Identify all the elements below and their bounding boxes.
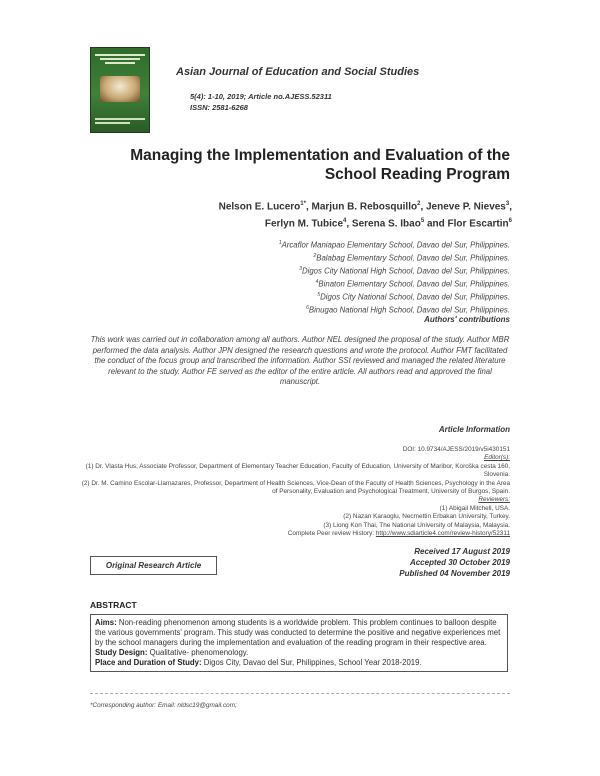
author-name: Ferlyn M. Tubice	[264, 218, 344, 230]
reviewer-item: (2) Nazan Karaoglu, Necmettin Erbakan University, Turkey.	[343, 513, 510, 521]
contributions-heading: Authors' contributions	[424, 315, 510, 324]
author-name: and Flor Escartin	[424, 218, 509, 230]
affiliation-item: $^6$Binugao National High School, Davao del Sur, Philippines.	[306, 305, 510, 316]
issue-line: 5(4): 1-10, 2019; Article no.AJESS.52311	[190, 92, 332, 101]
abstract-box	[90, 614, 508, 672]
editor-item: (1) Dr. Vlasta Hus, Associate Professor, Department of Elementary Teacher Education, Faculty of Education, University of Maribor, Koroška cesta 160, Slovenia.	[85, 462, 510, 479]
journal-cover-image	[90, 47, 150, 133]
author-name: , Marjun B. Rebosquillo	[305, 201, 418, 213]
published-date: Published 04 November 2019	[399, 569, 510, 578]
title-line-1: Managing the Implementation and Evaluation of the	[130, 147, 510, 164]
author-sup: 3	[505, 201, 510, 207]
editors-label: Editor(s):	[484, 454, 510, 462]
issn-line: ISSN: 2581-6268	[190, 103, 248, 112]
received-date: Received 17 August 2019	[414, 547, 510, 556]
peer-review-label: Complete Peer review History:	[287, 530, 376, 538]
author-name: , Serena S. Ibao	[346, 218, 421, 230]
affiliation-item: $^2$Balabag Elementary School, Davao del Sur, Philippines.	[313, 253, 510, 263]
author-name: , Jeneve P. Nieves	[420, 201, 506, 213]
abstract-place: Place and Duration of Study: Digos City, Davao del Sur, Philippines, School Year 2018-2019.	[95, 658, 422, 667]
doi: DOI: 10.9734/AJESS/2019/v5i430151	[402, 446, 510, 453]
author-sup: 4	[343, 218, 347, 225]
publication-dates	[300, 546, 510, 579]
contributions-text: This work was carried out in collaboration among all authors. Author NEL designed the proposal of the study. Author MBR performed the data analysis. Author JPN designed the research questions and wrote the protocol. Author FMT facilitated the conduct of the focus group and transcribed the information. Author SSI reviewed and managed the related literature relevant to the study. Author FE served as the editor of the entire article. All authors read and approved the final manuscript.	[90, 335, 510, 386]
cover-title-lines	[95, 54, 145, 68]
authors-line-2	[60, 214, 512, 231]
corresponding-author-footnote: *Corresponding author: Email: nldsc19@gmail.com;	[90, 702, 237, 709]
affiliation-item: $^1$Arcaflor Maniapao Elementary School, Davao del Sur, Philippines.	[278, 240, 510, 250]
author-sup: 6	[508, 218, 512, 225]
cover-book-illustration	[100, 76, 140, 102]
author-sup: 2	[417, 201, 421, 207]
peer-review-history	[80, 530, 510, 538]
article-info	[80, 446, 510, 538]
authors-line-1	[60, 197, 512, 214]
cover-footer-lines	[95, 118, 145, 126]
abstract-design: Study Design: Qualitative- phenomenology.	[95, 648, 249, 657]
peer-review-link[interactable]: http://www.sdiarticle4.com/review-history/52311	[375, 530, 510, 538]
affiliations	[200, 238, 510, 317]
affiliation-item: $^4$Binaton Elementary School, Davao del Sur, Philippines.	[315, 279, 510, 289]
affiliation-item: $^5$Digos City National School, Davao del Sur, Philippines.	[317, 292, 510, 302]
accepted-date: Accepted 30 October 2019	[409, 558, 510, 567]
reviewer-item: (1) Abigail Mitchell, USA.	[439, 504, 510, 512]
article-info-heading: Article Information	[438, 425, 510, 434]
article-type-box: Original Research Article	[90, 556, 217, 575]
reviewers-label: Reviewers:	[478, 496, 510, 504]
author-sup: 1*	[300, 201, 306, 207]
author-name: Nelson E. Lucero	[218, 201, 301, 213]
reviewer-item: (3) Liong Kon Thai, The National University of Malaysia, Malaysia.	[323, 521, 510, 529]
author-list	[60, 197, 512, 232]
author-separator: ,	[509, 201, 512, 213]
author-sup: 5	[420, 218, 425, 225]
footnote-separator	[90, 693, 510, 694]
journal-name: Asian Journal of Education and Social Studies	[176, 66, 420, 78]
paper-title	[60, 146, 510, 184]
abstract-aims: Aims: Non-reading phenomenon among students is a worldwide problem. This problem continues to balloon despite the various governments' program. This study was conducted to determine the positive and negative experiences met by the school managers during the implementation and evaluation of the reading program in their respective area.	[95, 618, 501, 647]
affiliation-item: $^3$Digos City National High School, Davao del Sur, Philippines.	[299, 266, 510, 276]
editor-item: (2) Dr. M. Camino Escolar-Llamazares, Professor, Department of Health Sciences, Vice-Dean of the Faculty of Health Sciences, Psychology in the Area of Personality, Evaluation and Psychological Treatment, University of Burgos, Spain.	[81, 479, 510, 496]
abstract-heading: ABSTRACT	[90, 600, 137, 610]
issue-info	[190, 91, 332, 113]
title-line-2: School Reading Program	[324, 166, 510, 183]
